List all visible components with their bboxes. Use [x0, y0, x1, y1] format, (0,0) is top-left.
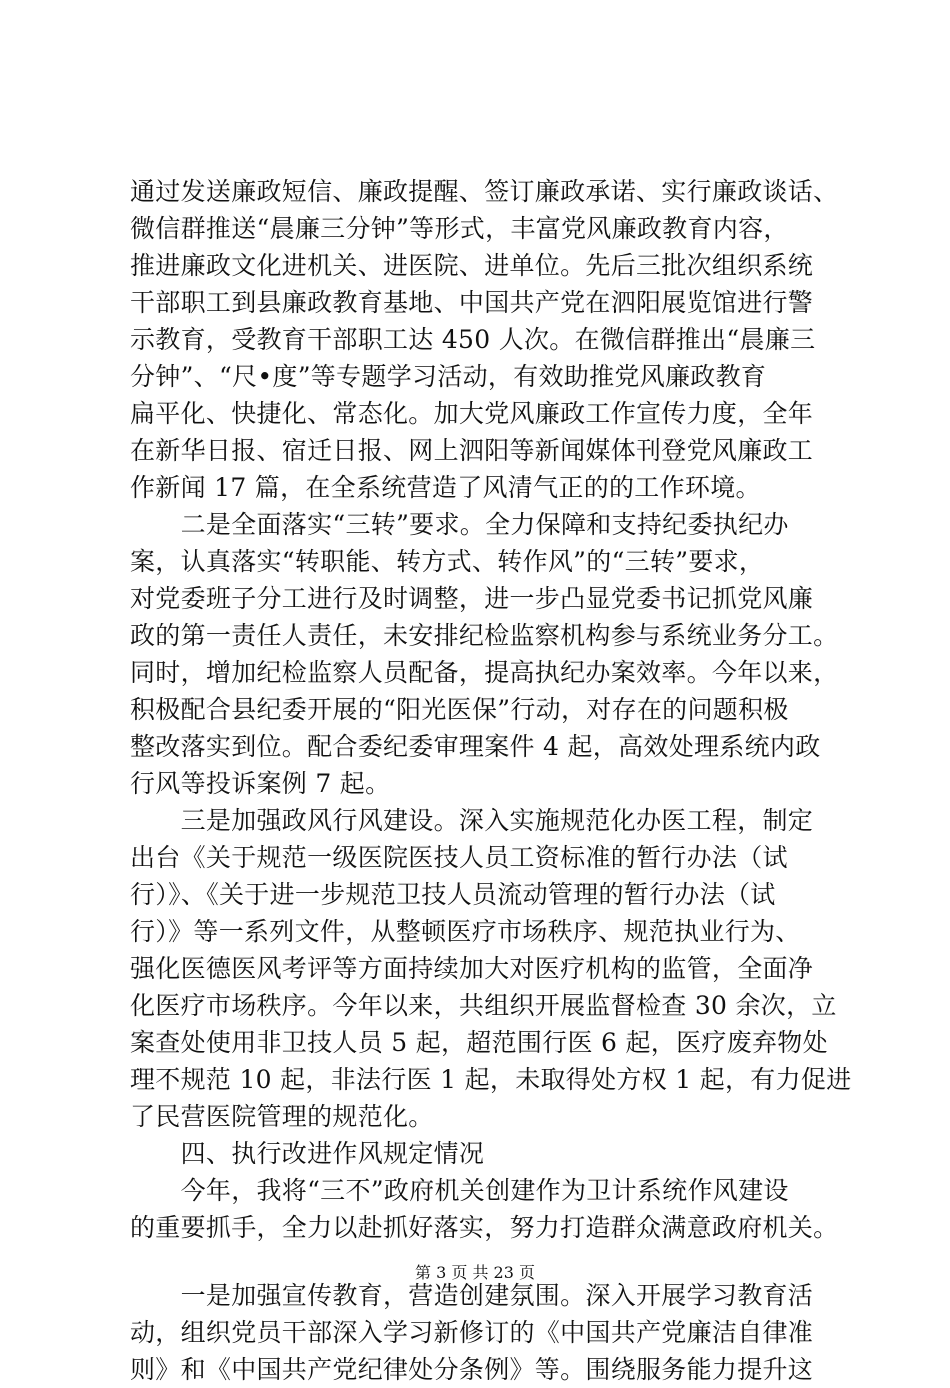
text-line: 微信群推送“晨廉三分钟”等形式，丰富党风廉政教育内容，: [130, 214, 789, 243]
page-footer: 第 3 页 共 23 页: [415, 1263, 535, 1282]
paragraph-start-line: 三是加强政风行风建设。深入实施规范化办医工程，制定: [130, 806, 814, 835]
text-line: 出台《关于规范一级医院医技人员工资标准的暂行办法（试: [130, 843, 788, 872]
text-line: 整改落实到位。配合委纪委审理案件 4 起，高效处理系统内政: [130, 732, 821, 761]
body-text: [130, 173, 852, 1388]
text-line: 同时，增加纪检监察人员配备，提高执纪办案效率。今年以来，: [130, 658, 839, 687]
paragraph-start-line: 今年，我将“三不”政府机关创建作为卫计系统作风建设: [130, 1176, 789, 1205]
text-line: 的重要抓手，全力以赴抓好落实，努力打造群众满意政府机关。: [130, 1213, 839, 1242]
text-line: 积极配合县纪委开展的“阳光医保”行动，对存在的问题积极: [130, 695, 789, 724]
text-line: 示教育，受教育干部职工达 450 人次。在微信群推出“晨廉三: [130, 325, 816, 354]
text-line: 则》和《中国共产党纪律处分条例》等。围绕服务能力提升这: [130, 1355, 814, 1384]
text-line: 干部职工到县廉政教育基地、中国共产党在泗阳展览馆进行警: [130, 288, 814, 317]
text-line: 了民营医院管理的规范化。: [130, 1102, 434, 1131]
paragraph-start-line: 二是全面落实“三转”要求。全力保障和支持纪委执纪办: [130, 510, 789, 539]
text-line: 案，认真落实“转职能、转方式、转作风”的“三转”要求，: [130, 547, 765, 576]
text-line: 理不规范 10 起，非法行医 1 起，未取得处方权 1 起，有力促进: [130, 1065, 852, 1094]
text-line: 行）》、《关于进一步规范卫技人员流动管理的暂行办法（试: [130, 880, 776, 909]
text-line: 行）》等一系列文件，从整顿医疗市场秩序、规范执业行为、: [130, 917, 801, 946]
text-line: 政的第一责任人责任，未安排纪检监察机构参与系统业务分工。: [130, 621, 839, 650]
text-line: 在新华日报、宿迁日报、网上泗阳等新闻媒体刊登党风廉政工: [130, 436, 814, 465]
text-line: 通过发送廉政短信、廉政提醒、签订廉政承诺、实行廉政谈话、: [130, 177, 839, 206]
paragraph-start-line: 一是加强宣传教育，营造创建氛围。深入开展学习教育活: [130, 1281, 814, 1310]
text-line: 作新闻 17 篇，在全系统营造了风清气正的的工作环境。: [130, 473, 761, 502]
text-line: 推进廉政文化进机关、进医院、进单位。先后三批次组织系统: [130, 251, 814, 280]
text-line: 动，组织党员干部深入学习新修订的《中国共产党廉洁自律准: [130, 1318, 814, 1347]
text-line: 强化医德医风考评等方面持续加大对医疗机构的监管，全面净: [130, 954, 814, 983]
text-line: 对党委班子分工进行及时调整，进一步凸显党委书记抓党风廉: [130, 584, 814, 613]
section-heading: 四、执行改进作风规定情况: [130, 1139, 485, 1168]
text-line: 化医疗市场秩序。今年以来，共组织开展监督检查 30 余次，立: [130, 991, 837, 1020]
text-line: 行风等投诉案例 7 起。: [130, 769, 391, 798]
text-line: 案查处使用非卫技人员 5 起，超范围行医 6 起，医疗废弃物处: [130, 1028, 828, 1057]
text-line: 扁平化、快捷化、常态化。加大党风廉政工作宣传力度，全年: [130, 399, 814, 428]
text-line: 分钟”、“尺•度”等专题学习活动，有效助推党风廉政教育: [130, 362, 767, 391]
